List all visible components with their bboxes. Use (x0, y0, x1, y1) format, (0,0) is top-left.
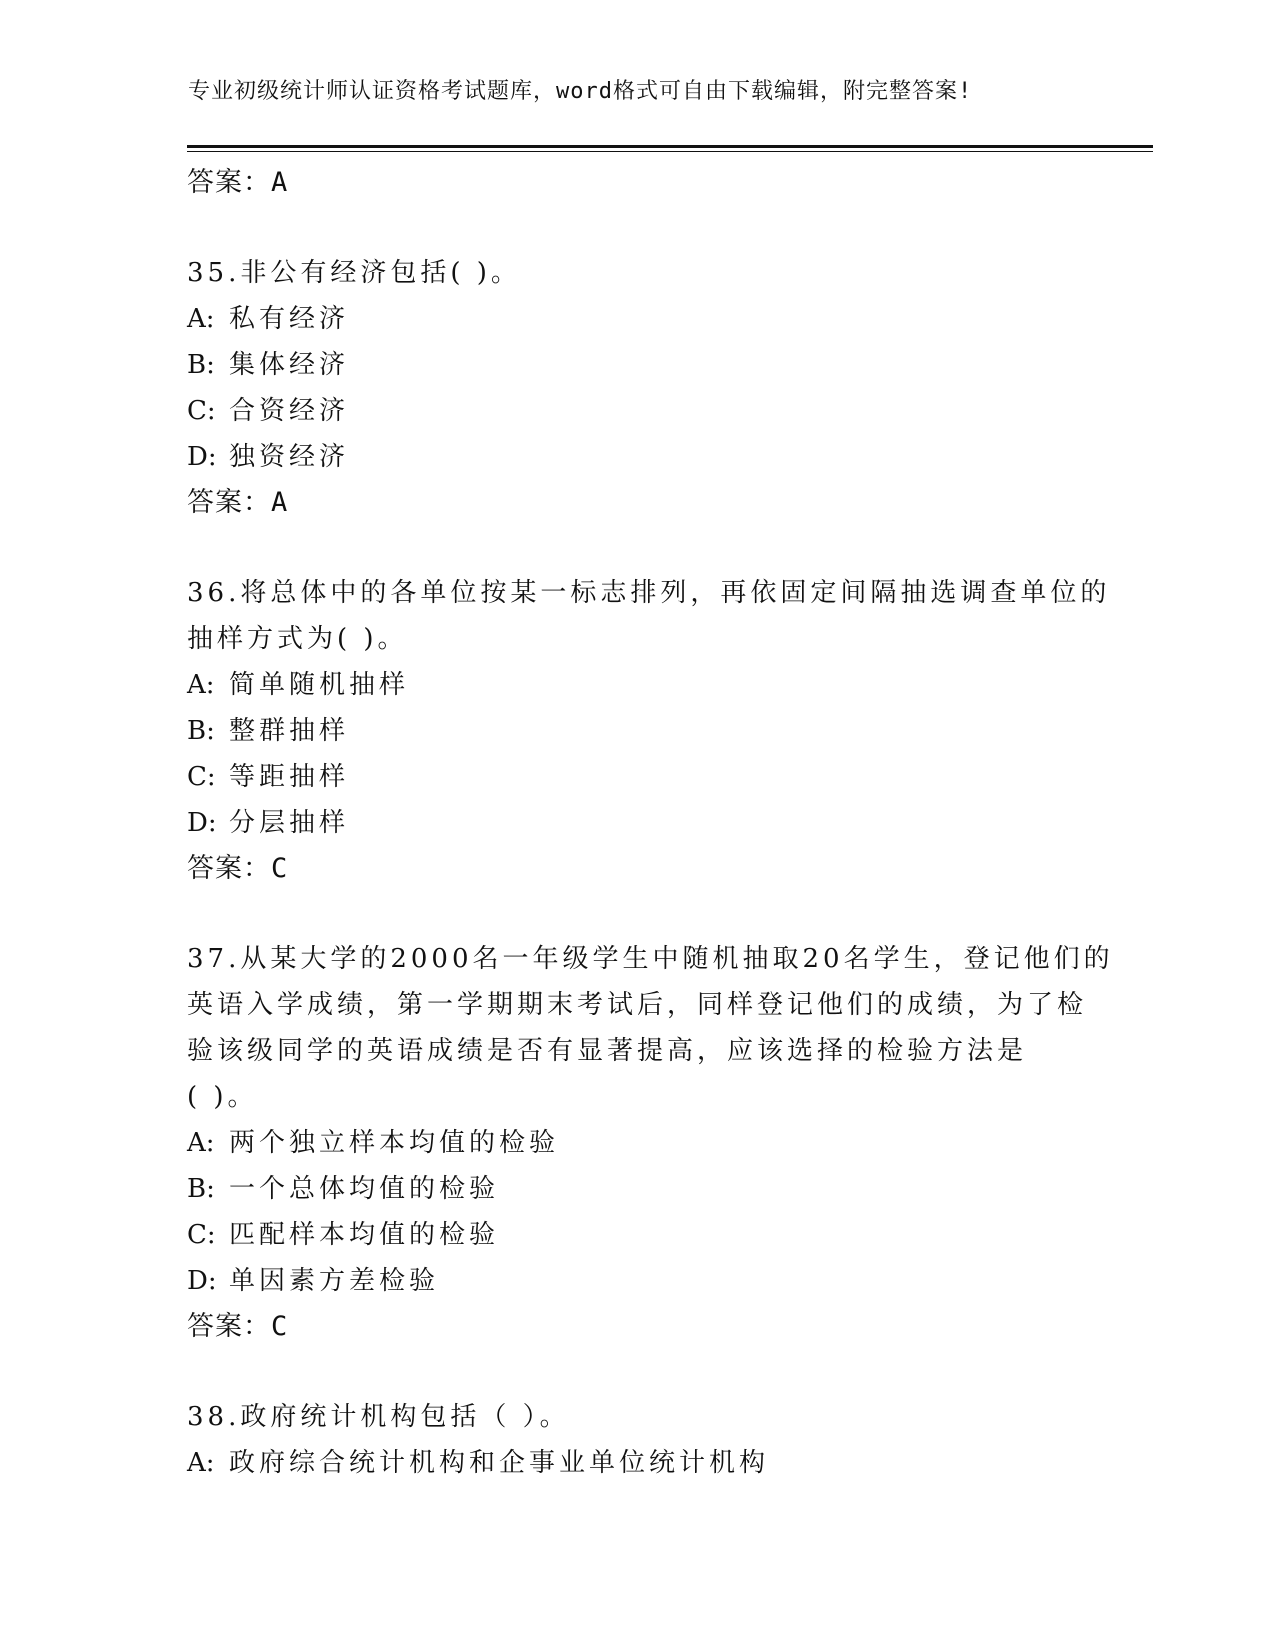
option-d (187, 800, 1087, 846)
answer-label: 答案：A (187, 167, 289, 198)
question-35 (187, 250, 1087, 526)
option-c (187, 754, 1087, 800)
question-stem-line: 英语入学成绩，第一学期期末考试后，同样登记他们的成绩，为了检 (187, 990, 1088, 1020)
spacer (187, 892, 1087, 936)
answer-label: 答案：A (187, 487, 289, 518)
question-stem-line: ( )。 (187, 1082, 258, 1112)
option-letter: D: (187, 1266, 217, 1296)
option-letter: D: (187, 808, 217, 838)
option-b (187, 708, 1087, 754)
question-stem-line: 验该级同学的英语成绩是否有显著提高，应该选择的检验方法是 (187, 1036, 1028, 1066)
option-text: 单因素方差检验 (229, 1266, 440, 1296)
option-text: 两个独立样本均值的检验 (229, 1128, 560, 1158)
question-37 (187, 936, 1114, 1350)
option-letter: B: (187, 716, 215, 746)
question-38 (187, 1394, 1087, 1486)
option-a (187, 662, 1087, 708)
question-stem: 35.非公有经济包括( )。 (187, 258, 521, 288)
option-letter: B: (187, 1174, 215, 1204)
option-b (187, 1166, 1087, 1212)
option-text: 匹配样本均值的检验 (229, 1220, 500, 1250)
option-c (187, 1212, 1087, 1258)
answer-label: 答案：C (187, 853, 289, 884)
option-a (187, 1440, 1087, 1486)
option-letter: C: (187, 762, 216, 792)
option-text: 政府综合统计机构和企事业单位统计机构 (229, 1448, 770, 1478)
option-text: 等距抽样 (229, 762, 350, 792)
question-36 (187, 570, 1111, 892)
option-d (187, 1258, 1087, 1304)
option-text: 简单随机抽样 (229, 670, 410, 700)
option-letter: A: (187, 304, 215, 334)
question-stem: 38.政府统计机构包括（ ）。 (187, 1402, 570, 1432)
option-text: 独资经济 (229, 442, 350, 472)
option-text: 一个总体均值的检验 (229, 1174, 500, 1204)
option-letter: C: (187, 1220, 216, 1250)
option-text: 整群抽样 (229, 716, 350, 746)
option-c (187, 388, 1087, 434)
option-text: 合资经济 (229, 396, 350, 426)
question-stem-line: 37.从某大学的2000名一年级学生中随机抽取20名学生，登记他们的 (187, 944, 1114, 974)
option-text: 分层抽样 (229, 808, 350, 838)
header-rule-thin (187, 151, 1153, 152)
option-a (187, 1120, 1087, 1166)
question-stem-line: 抽样方式为( )。 (187, 624, 408, 654)
option-letter: A: (187, 670, 215, 700)
spacer (187, 206, 1087, 250)
spacer (187, 526, 1087, 570)
option-letter: D: (187, 442, 217, 472)
question-stem-line: 36.将总体中的各单位按某一标志排列，再依固定间隔抽选调查单位的 (187, 578, 1111, 608)
answer-label: 答案：C (187, 1311, 289, 1342)
page-header: 专业初级统计师认证资格考试题库，word格式可自由下载编辑，附完整答案! (188, 79, 973, 104)
option-letter: A: (187, 1128, 215, 1158)
option-a (187, 296, 1087, 342)
option-text: 集体经济 (229, 350, 350, 380)
option-b (187, 342, 1087, 388)
spacer (187, 1350, 1087, 1394)
option-letter: C: (187, 396, 216, 426)
option-letter: A: (187, 1448, 215, 1478)
question-list (187, 160, 1114, 1486)
header-rule-thick (187, 145, 1153, 148)
option-text: 私有经济 (229, 304, 350, 334)
option-d (187, 434, 1087, 480)
option-letter: B: (187, 350, 215, 380)
